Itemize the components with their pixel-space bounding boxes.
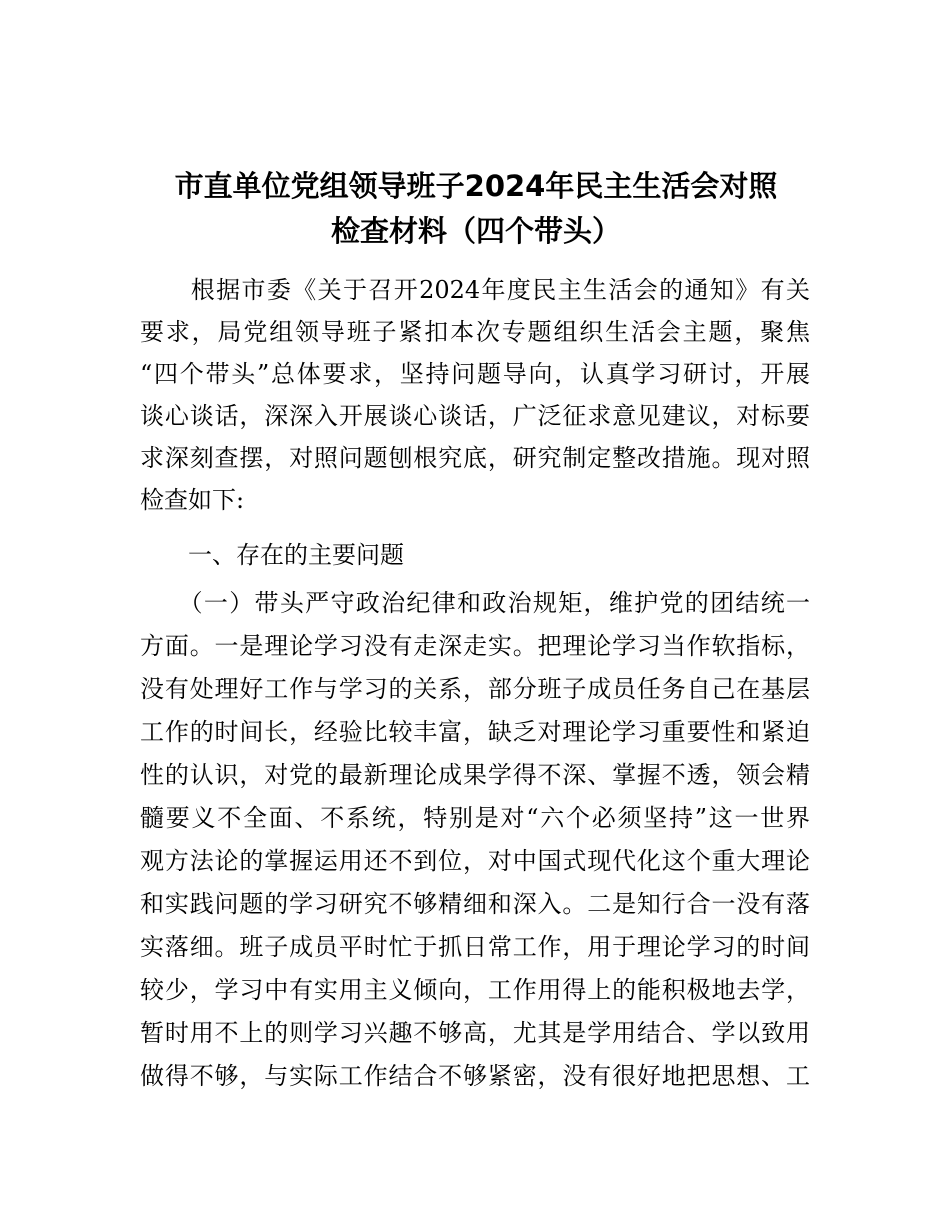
- paragraph-line: 根据市委《关于召开2024年度民主生活会的通知》有关: [140, 276, 810, 304]
- paragraph-line: 谈心谈话，深深入开展谈心谈话，广泛征求意见建议，对标要: [140, 402, 810, 430]
- paragraph-line: 没有处理好工作与学习的关系，部分班子成员任务自己在基层: [140, 675, 810, 703]
- paragraph-line: 检查如下:: [140, 486, 245, 514]
- paragraph-line: 要求，局党组领导班子紧扣本次专题组织生活会主题，聚焦: [140, 318, 810, 346]
- paragraph-line: 观方法论的掌握运用还不到位，对中国式现代化这个重大理论: [140, 847, 810, 875]
- paragraph-line: （一）带头严守政治纪律和政治规矩，维护党的团结统一: [140, 589, 810, 617]
- paragraph-line: 方面。一是理论学习没有走深走实。把理论学习当作软指标，: [140, 632, 810, 660]
- paragraph-line: “四个带头”总体要求，坚持问题导向，认真学习研讨，开展: [140, 360, 810, 388]
- paragraph-line: 髓要义不全面、不系统，特别是对“六个必须坚持”这一世界: [140, 804, 810, 832]
- paragraph-line: 实落细。班子成员平时忙于抓日常工作，用于理论学习的时间: [140, 933, 810, 961]
- paragraph-line: 做得不够，与实际工作结合不够紧密，没有很好地把思想、工: [140, 1062, 810, 1090]
- paragraph-line: 和实践问题的学习研究不够精细和深入。二是知行合一没有落: [140, 890, 810, 918]
- document-title-line-2: 检查材料（四个带头）: [330, 214, 621, 248]
- document-title-line-1: 市直单位党组领导班子2024年民主生活会对照: [174, 169, 778, 203]
- paragraph-line: 暂时用不上的则学习兴趣不够高，尤其是学用结合、学以致用: [140, 1019, 810, 1047]
- paragraph-line: 一、存在的主要问题: [140, 541, 404, 569]
- paragraph-line: 性的认识，对党的最新理论成果学得不深、掌握不透，领会精: [140, 761, 810, 789]
- paragraph-line: 较少，学习中有实用主义倾向，工作用得上的能积极地去学，: [140, 976, 810, 1004]
- paragraph-line: 求深刻查摆，对照问题刨根究底，研究制定整改措施。现对照: [140, 444, 810, 472]
- paragraph-line: 工作的时间长，经验比较丰富，缺乏对理论学习重要性和紧迫: [140, 718, 810, 746]
